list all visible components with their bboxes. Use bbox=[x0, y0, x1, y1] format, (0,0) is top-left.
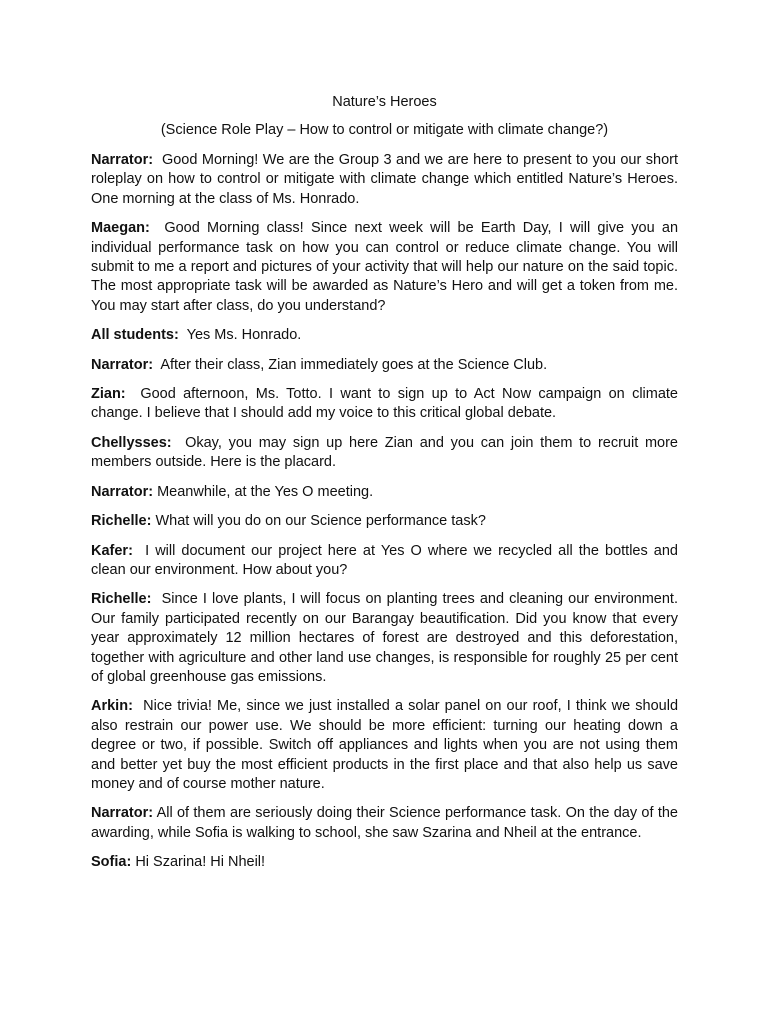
dialogue-text: Good afternoon, Ms. Totto. I want to sign up to Act Now campaign on climate change. I believe that I should add my voice to this critical global debate. bbox=[91, 386, 678, 422]
dialogue-entry bbox=[91, 151, 678, 209]
speaker-name: Kafer: bbox=[91, 542, 133, 559]
dialogue-text: After their class, Zian immediately goes at the Science Club. bbox=[160, 356, 548, 373]
dialogue-entry bbox=[91, 434, 678, 473]
dialogue-entry bbox=[91, 385, 678, 424]
dialogue-entry bbox=[91, 326, 678, 345]
speaker-name: Richelle: bbox=[91, 591, 152, 608]
speaker-name: All students: bbox=[91, 327, 179, 344]
dialogue-entry bbox=[91, 542, 678, 581]
dialogue-text: Yes Ms. Honrado. bbox=[186, 327, 302, 344]
dialogue-entry bbox=[91, 590, 678, 687]
dialogue-text: Good Morning class! Since next week will be Earth Day, I will give you an individual performance task on how you can control or reduce climate change. You will submit to me a report and pictures of your activity that will help our nature on the said topic. The most appropriate task will be awarded as Nature’s Hero and will get a token from me. You may start after class, do you understand? bbox=[91, 220, 679, 314]
document-title: Nature’s Heroes bbox=[332, 94, 437, 110]
document-subtitle: (Science Role Play – How to control or mitigate with climate change?) bbox=[160, 122, 609, 138]
speaker-name: Narrator: bbox=[91, 805, 154, 822]
dialogue-text: Nice trivia! Me, since we just installed a solar panel on our roof, I think we should also restrain our power use. We should be more efficient: turning our heating down a degree or two, if possible. Switch off appliances and lights when you are not using them and better yet buy the most efficient products in the first place and that also help us save money and of course mother nature. bbox=[91, 698, 679, 792]
dialogue-entry bbox=[91, 853, 678, 872]
dialogue-entry bbox=[91, 804, 678, 843]
dialogue-entry bbox=[91, 483, 678, 502]
speaker-name: Zian: bbox=[91, 386, 126, 403]
dialogue-text: Meanwhile, at the Yes O meeting. bbox=[157, 483, 374, 500]
speaker-name: Narrator: bbox=[91, 356, 154, 373]
dialogue-entry bbox=[91, 219, 678, 316]
speaker-name: Richelle: bbox=[91, 513, 152, 530]
dialogue-text: What will you do on our Science performance task? bbox=[155, 513, 486, 530]
dialogue-text: Since I love plants, I will focus on planting trees and cleaning our environment. Our family participated recently on our Barangay beautification. Did you know that every year approximately 12 million hectares of forest are destroyed and this deforestation, together with agriculture and other land use changes, is responsible for roughly 25 per cent of global greenhouse gas emissions. bbox=[91, 591, 678, 685]
dialogue-text: Okay, you may sign up here Zian and you can join them to recruit more members outside. Here is the placard. bbox=[91, 434, 679, 471]
dialogue-text: I will document our project here at Yes O where we recycled all the bottles and clean our environment. How about you? bbox=[91, 542, 678, 578]
dialogue-text: All of them are seriously doing their Science performance task. On the day of the awarding, while Sofia is walking to school, she saw Szarina and Nheil at the entrance. bbox=[91, 805, 678, 841]
speaker-name: Narrator: bbox=[91, 152, 154, 168]
dialogue-entry bbox=[91, 512, 678, 531]
dialogue-entry bbox=[91, 697, 678, 794]
speaker-name: Chellysses: bbox=[91, 434, 172, 451]
speaker-name: Maegan: bbox=[91, 220, 150, 237]
dialogue-text: Hi Szarina! Hi Nheil! bbox=[135, 854, 266, 871]
speaker-name: Narrator: bbox=[91, 483, 154, 500]
speaker-name: Arkin: bbox=[91, 698, 133, 715]
dialogue-text: Good Morning! We are the Group 3 and we are here to present to you our short roleplay on how to control or mitigate with climate change which entitled Nature’s Heroes. One morning at the class of Ms. Honrado. bbox=[91, 152, 678, 207]
speaker-name: Sofia: bbox=[91, 854, 132, 871]
dialogue-entry bbox=[91, 356, 678, 375]
